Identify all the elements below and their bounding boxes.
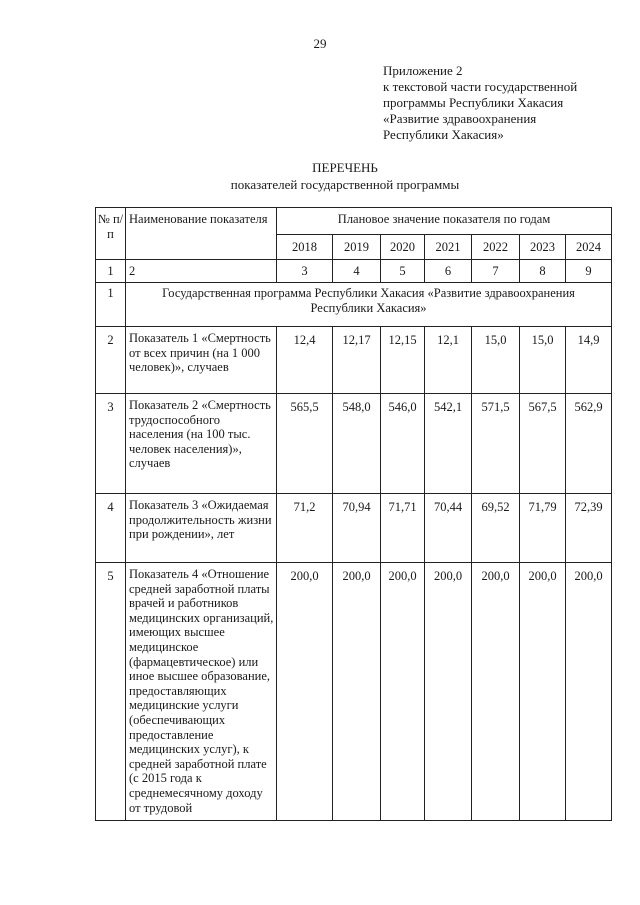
table-row [96,563,612,821]
header-year: 2021 [425,235,472,260]
row-number: 5 [96,563,126,821]
row-number: 4 [96,494,126,563]
header-number: № п/п [96,208,126,260]
value-cell: 200,0 [472,563,520,821]
program-section-row [96,283,612,327]
value-cell: 542,1 [425,394,472,494]
value-cell: 15,0 [520,327,566,394]
value-cell: 571,5 [472,394,520,494]
column-index: 2 [126,260,277,283]
document-title: ПЕРЕЧЕНЬ [312,160,378,175]
appendix-line: Республики Хакасия» [383,127,504,142]
value-cell: 69,52 [472,494,520,563]
table-row [96,394,612,494]
value-cell: 567,5 [520,394,566,494]
indicator-name: Показатель 3 «Ожидаемая продолжительность жизни при рождении», лет [126,494,277,563]
header-plan-values: Плановое значение показателя по годам [277,208,612,235]
column-index: 1 [96,260,126,283]
value-cell: 72,39 [566,494,612,563]
column-index: 6 [425,260,472,283]
header-year: 2022 [472,235,520,260]
value-cell: 200,0 [566,563,612,821]
value-cell: 70,94 [333,494,381,563]
indicators-table [95,207,612,821]
column-index: 7 [472,260,520,283]
value-cell: 12,17 [333,327,381,394]
program-section-title: Государственная программа Республики Хакасия «Развитие здравоохранения Республики Хакасия» [126,283,612,327]
table-row [96,327,612,394]
value-cell: 70,44 [425,494,472,563]
table-row [96,494,612,563]
indicator-name: Показатель 1 «Смертность от всех причин (на 1 000 человек)», случаев [126,327,277,394]
value-cell: 200,0 [520,563,566,821]
appendix-line: «Развитие здравоохранения [383,111,537,126]
value-cell: 200,0 [277,563,333,821]
value-cell: 565,5 [277,394,333,494]
value-cell: 200,0 [381,563,425,821]
header-year: 2020 [381,235,425,260]
header-indicator-name: Наименование показателя [126,208,277,260]
value-cell: 71,71 [381,494,425,563]
page-number: 29 [313,36,327,51]
appendix-note [383,63,577,143]
header-year: 2019 [333,235,381,260]
appendix-line: к текстовой части государственной [383,79,578,94]
value-cell: 562,9 [566,394,612,494]
value-cell: 12,15 [381,327,425,394]
column-index: 3 [277,260,333,283]
row-number: 2 [96,327,126,394]
header-year: 2018 [277,235,333,260]
indicator-name: Показатель 2 «Смертность трудоспособного населения (на 100 тыс. человек населения)», случаев [126,394,277,494]
column-index: 8 [520,260,566,283]
value-cell: 548,0 [333,394,381,494]
appendix-line: программы Республики Хакасия [383,95,564,110]
column-index-row [96,260,612,283]
row-number: 3 [96,394,126,494]
column-index: 5 [381,260,425,283]
indicator-name: Показатель 4 «Отношение средней заработной платы врачей и работников медицинских организаций, имеющих высшее медицинское (фармацевтическое) или иное высшее образование, предоставляющих медицинские услуги (обеспечивающих предоставление медицинских услуг), к средней заработной плате (с 2015 года к среднемесячному доходу от трудовой [126,563,277,821]
header-year: 2023 [520,235,566,260]
value-cell: 15,0 [472,327,520,394]
value-cell: 71,79 [520,494,566,563]
column-index: 9 [566,260,612,283]
header-year: 2024 [566,235,612,260]
value-cell: 12,1 [425,327,472,394]
value-cell: 71,2 [277,494,333,563]
value-cell: 14,9 [566,327,612,394]
column-index: 4 [333,260,381,283]
document-subtitle: показателей государственной программы [230,177,460,192]
value-cell: 200,0 [333,563,381,821]
value-cell: 12,4 [277,327,333,394]
value-cell: 200,0 [425,563,472,821]
appendix-line: Приложение 2 [383,63,463,78]
row-number: 1 [96,283,126,327]
value-cell: 546,0 [381,394,425,494]
